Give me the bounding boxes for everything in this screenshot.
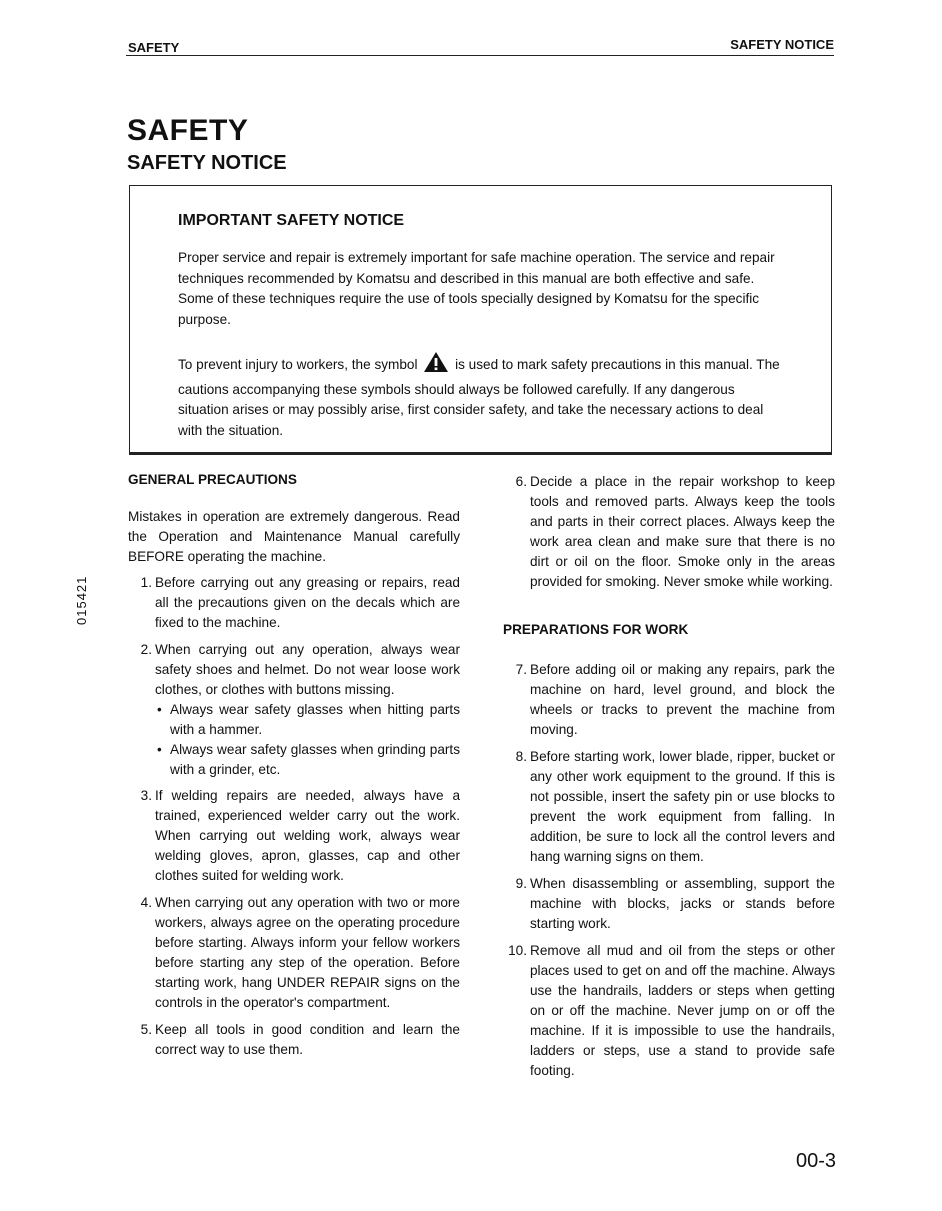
- list-item-number: 7.: [515, 662, 527, 677]
- left-column: [128, 470, 460, 1060]
- list-item-number: 5.: [140, 1022, 152, 1037]
- list-item-number: 8.: [515, 749, 527, 764]
- page-subtitle: SAFETY NOTICE: [127, 152, 287, 174]
- list-item-text: Remove all mud and oil from the steps or other places used to get on and off the machine. Always use the handrails, ladders or steps when getting on or off the machine. Never jump on or off the machine. If it is impossible to use the handrails, ladders or steps, use a stand to provide safe footing.: [530, 943, 835, 1078]
- notice-paragraph-2-start: To prevent injury to workers, the symbol: [178, 357, 418, 372]
- list-item-number: 3.: [140, 788, 152, 803]
- list-item-1: [128, 573, 460, 633]
- general-precautions-heading: GENERAL PRECAUTIONS: [128, 472, 297, 487]
- side-document-code: 015421: [74, 575, 89, 625]
- bullet-text: Always wear safety glasses when grinding parts with a grinder, etc.: [170, 742, 460, 777]
- list-item-text: If welding repairs are needed, always have a trained, experienced welder carry out the work. When carrying out welding work, always wear welding gloves, apron, glasses, cap and other clothes suited for welding work.: [155, 788, 460, 883]
- bullet-item: [155, 700, 460, 740]
- list-item-text: When disassembling or assembling, support the machine with blocks, jacks or stands before starting work.: [530, 876, 835, 931]
- list-item-text: When carrying out any operation, always wear safety shoes and helmet. Do not wear loose work clothes, or clothes with buttons missing.: [155, 642, 460, 697]
- list-item-number: 10.: [508, 943, 527, 958]
- preparations-heading: PREPARATIONS FOR WORK: [503, 622, 689, 637]
- list-item-9: [503, 874, 835, 934]
- page-number: 00-3: [795, 1150, 836, 1172]
- list-item-number: 4.: [140, 895, 152, 910]
- list-item-number: 6.: [515, 474, 527, 489]
- list-item-text: Before adding oil or making any repairs, park the machine on hard, level ground, and block the wheels or tracks to prevent the machine from moving.: [530, 662, 835, 737]
- running-header-left: SAFETY: [128, 40, 180, 55]
- warning-triangle-icon: [423, 351, 449, 380]
- list-item-text: Decide a place in the repair workshop to keep tools and removed parts. Always keep the tools and parts in their correct places. Always keep the work area clean and make sure that there is no dirt or oil on the floor. Smoke only in the areas provided for smoking. Never smoke while working.: [530, 474, 835, 589]
- list-item-4: [128, 893, 460, 1013]
- right-column: [503, 472, 835, 1081]
- list-item-3: [128, 786, 460, 886]
- list-item-number: 1.: [140, 575, 152, 590]
- list-item-number: 2.: [140, 642, 152, 657]
- bullet-dot-icon: •: [157, 742, 162, 757]
- notice-paragraph-2: [178, 351, 783, 441]
- list-item-text: Before starting work, lower blade, ripper, bucket or any other work equipment to the ground. If this is not possible, insert the safety pin or use blocks to prevent the work equipment from falling. In addition, be sure to lock all the control levers and hang warning signs on them.: [530, 749, 835, 864]
- list-item-text: Keep all tools in good condition and learn the correct way to use them.: [155, 1022, 460, 1057]
- list-item-text: Before carrying out any greasing or repairs, read all the precautions given on the decals which are fixed to the machine.: [155, 575, 460, 630]
- running-header-right: SAFETY NOTICE: [730, 37, 834, 52]
- notice-paragraph-1: Proper service and repair is extremely important for safe machine operation. The service and repair techniques recommended by Komatsu and described in this manual are both effective and safe. Some of these techniques require the use of tools specially designed by Komatsu for the specific purpose.: [178, 250, 775, 327]
- notice-paragraph-2-end: is used to mark safety precautions in this manual. The cautions accompanying these symbols should always be followed carefully. If any dangerous situation arises or may possibly arise, first consider safety, and take the necessary actions to deal with the situation.: [178, 357, 780, 438]
- list-item-8: [503, 747, 835, 867]
- notice-title: IMPORTANT SAFETY NOTICE: [178, 212, 405, 229]
- header-rule: [126, 55, 834, 56]
- list-item-2: [128, 640, 460, 780]
- list-item-text: When carrying out any operation with two or more workers, always agree on the operating procedure before starting. Always inform your fellow workers before starting any step of the operation. Before starting work, hang UNDER REPAIR signs on the controls in the operator's compartment.: [155, 895, 460, 1010]
- list-item-7: [503, 660, 835, 740]
- bullet-text: Always wear safety glasses when hitting parts with a hammer.: [170, 702, 460, 737]
- important-safety-notice-box: [129, 185, 832, 455]
- list-item-number: 9.: [515, 876, 527, 891]
- page-title: SAFETY: [127, 114, 249, 147]
- general-precautions-intro: Mistakes in operation are extremely dangerous. Read the Operation and Maintenance Manual carefully BEFORE operating the machine.: [128, 509, 460, 564]
- bullet-item: [155, 740, 460, 780]
- bullet-dot-icon: •: [157, 702, 162, 717]
- list-item-5: [128, 1020, 460, 1060]
- list-item-6: [503, 472, 835, 592]
- list-item-10: [503, 941, 835, 1081]
